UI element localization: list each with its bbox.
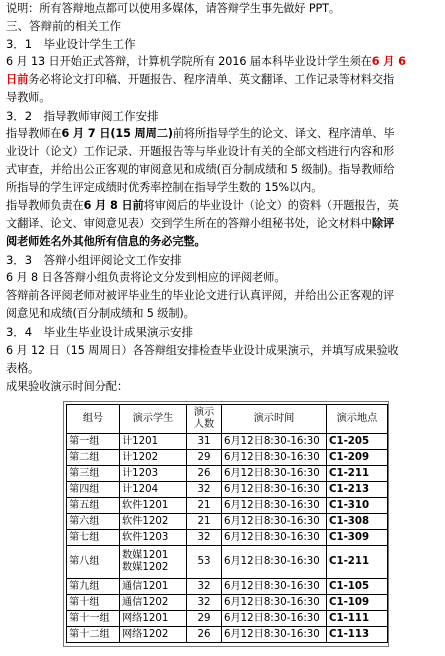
cell-count: 29 [187, 611, 222, 627]
section-heading-3: 三、答辩前的相关工作 [6, 19, 121, 33]
cell-students: 计1201 [120, 434, 187, 450]
note-line: 说明：所有答辩地点都可以使用多媒体，请答辩学生事先做好 PPT。 [6, 2, 340, 15]
cell-count: 26 [187, 627, 222, 643]
paragraph-3-4-line-2: 表格。 [6, 362, 40, 375]
table-row [67, 498, 388, 514]
cell-group: 第二组 [67, 450, 120, 466]
cell-place: C1-309 [327, 530, 388, 546]
paragraph-3-3-line-3: 阅意见和成绩(百分制成绩和 5 级制)。 [6, 307, 195, 320]
cell-count: 21 [187, 514, 222, 530]
subsection-3-1-heading: 3．1 毕业设计学生工作 [6, 37, 136, 51]
paragraph-3-3-line-1: 6 月 8 日各答辩小组负责将论文分发到相应的评阅老师。 [6, 271, 286, 284]
cell-students: 网络1202 [120, 627, 187, 643]
date-highlight: 6 月 7 日(15 周周二) [61, 127, 173, 140]
table-row [67, 466, 388, 482]
cell-students: 软件1203 [120, 530, 187, 546]
cell-time: 6月12日8:30-16:30 [222, 546, 327, 579]
cell-group: 第四组 [67, 482, 120, 498]
paragraph-3-3-line-2: 答辩前各评阅老师对被评毕业生的毕业论文进行认真评阅，并给出公正客观的评 [6, 289, 395, 302]
paragraph-3-2-line-5 [6, 199, 399, 213]
cell-time: 6月12日8:30-16:30 [222, 466, 327, 482]
cell-count: 31 [187, 434, 222, 450]
cell-count: 32 [187, 595, 222, 611]
paragraph-3-1-line-1 [6, 55, 406, 69]
cell-place: C1-213 [327, 482, 388, 498]
paragraph-3-1-line-2 [6, 73, 394, 87]
schedule-table [66, 404, 388, 643]
cell-place: C1-113 [327, 627, 388, 643]
table-row [67, 530, 388, 546]
table-row [67, 546, 388, 579]
cell-count: 32 [187, 482, 222, 498]
cell-time: 6月12日8:30-16:30 [222, 450, 327, 466]
paragraph-3-1-line-3: 导教师。 [6, 91, 51, 104]
cell-group: 第七组 [67, 530, 120, 546]
table-body [67, 434, 388, 643]
table-row [67, 514, 388, 530]
paragraph-3-2-line-1 [6, 127, 395, 141]
paragraph-3-2-line-2: 业设计（论文）工作记录、开题报告等与毕业设计有关的全部文档进行内容和形 [6, 145, 395, 158]
cell-group: 第十二组 [67, 627, 120, 643]
subsection-3-2-heading: 3．2 指导教师审阅工作安排 [6, 109, 159, 123]
cell-time: 6月12日8:30-16:30 [222, 579, 327, 595]
subsection-3-3-heading: 3．3 答辩小组评阅论文工作安排 [6, 253, 182, 267]
cell-group: 第十组 [67, 595, 120, 611]
cell-place: C1-308 [327, 514, 388, 530]
text-span: 将审阅后的毕业设计（论文）的资料（开题报告，英 [143, 199, 399, 212]
cell-group: 第一组 [67, 434, 120, 450]
deadline-highlight: 6 月 6 [371, 55, 406, 68]
table-row [67, 611, 388, 627]
table-header-row [67, 405, 388, 434]
cell-students: 网络1201 [120, 611, 187, 627]
cell-place: C1-205 [327, 434, 388, 450]
cell-time: 6月12日8:30-16:30 [222, 595, 327, 611]
cell-place: C1-109 [327, 595, 388, 611]
cell-place: C1-310 [327, 498, 388, 514]
text-span: 务必将论文打印稿、开题报告、程序清单、英文翻译、工作记录等材料交指 [28, 73, 395, 86]
bold-highlight: 除评 [371, 217, 395, 230]
paragraph-3-4-line-1: 6 月 12 日（15 周周日）各答辩组安排检查毕业设计成果演示，并填写成果验收 [6, 344, 399, 357]
table-row [67, 482, 388, 498]
table-row [67, 595, 388, 611]
table-row [67, 579, 388, 595]
cell-place: C1-209 [327, 450, 388, 466]
header-place: 演示地点 [327, 405, 388, 434]
cell-count: 26 [187, 466, 222, 482]
deadline-highlight: 日前 [6, 73, 29, 86]
cell-time: 6月12日8:30-16:30 [222, 530, 327, 546]
cell-group: 第十一组 [67, 611, 120, 627]
text-span: 6 月 13 日开始正式答辩，计算机学院所有 2016 届本科毕业设计学生须在 [6, 55, 372, 68]
header-time: 演示时间 [222, 405, 327, 434]
text-span: 指导教师负责在 [6, 199, 84, 212]
cell-students: 通信1202 [120, 595, 187, 611]
cell-students: 计1204 [120, 482, 187, 498]
cell-place: C1-211 [327, 546, 388, 579]
cell-group: 第八组 [67, 546, 120, 579]
header-group: 组号 [67, 405, 120, 434]
table-caption: 成果验收演示时间分配： [6, 380, 128, 393]
paragraph-3-2-line-6 [6, 217, 394, 231]
table-row [67, 627, 388, 643]
table-row [67, 434, 388, 450]
cell-group: 第三组 [67, 466, 120, 482]
cell-group: 第六组 [67, 514, 120, 530]
cell-students: 软件1201 [120, 498, 187, 514]
cell-place: C1-211 [327, 466, 388, 482]
cell-group: 第九组 [67, 579, 120, 595]
cell-count: 53 [187, 546, 222, 579]
cell-count: 32 [187, 579, 222, 595]
cell-time: 6月12日8:30-16:30 [222, 514, 327, 530]
cell-time: 6月12日8:30-16:30 [222, 627, 327, 643]
cell-time: 6月12日8:30-16:30 [222, 498, 327, 514]
header-count: 演示人数 [187, 405, 222, 434]
cell-students: 通信1201 [120, 579, 187, 595]
cell-count: 29 [187, 450, 222, 466]
table-row [67, 450, 388, 466]
header-students: 演示学生 [120, 405, 187, 434]
cell-students: 软件1202 [120, 514, 187, 530]
cell-place: C1-105 [327, 579, 388, 595]
paragraph-3-2-line-4: 所指导的学生评定成绩时优秀率控制在指导学生数的 15%以内。 [6, 181, 323, 194]
cell-group: 第五组 [67, 498, 120, 514]
cell-students: 数媒1201 数媒1202 [120, 546, 187, 579]
subsection-3-4-heading: 3．4 毕业生毕业设计成果演示安排 [6, 325, 193, 339]
cell-students: 计1203 [120, 466, 187, 482]
paragraph-3-2-line-3: 式审查，并给出公正客观的审阅意见和成绩(百分制成绩和 5 级制)。指导教师给 [6, 163, 395, 176]
cell-students: 计1202 [120, 450, 187, 466]
cell-time: 6月12日8:30-16:30 [222, 611, 327, 627]
date-highlight: 6 月 8 日前 [83, 199, 144, 212]
text-span: 文翻译、论文、审阅意见表）交到学生所在的答辩小组秘书处，论文材料中 [6, 217, 372, 230]
paragraph-3-2-line-7: 阅老师姓名外其他所有信息的务必完整。 [6, 235, 206, 248]
text-span: 前将所指导学生的论文、译文、程序清单、毕 [172, 127, 395, 140]
cell-time: 6月12日8:30-16:30 [222, 482, 327, 498]
cell-place: C1-111 [327, 611, 388, 627]
cell-count: 21 [187, 498, 222, 514]
text-span: 指导教师在 [6, 127, 62, 140]
cell-time: 6月12日8:30-16:30 [222, 434, 327, 450]
cell-count: 32 [187, 530, 222, 546]
